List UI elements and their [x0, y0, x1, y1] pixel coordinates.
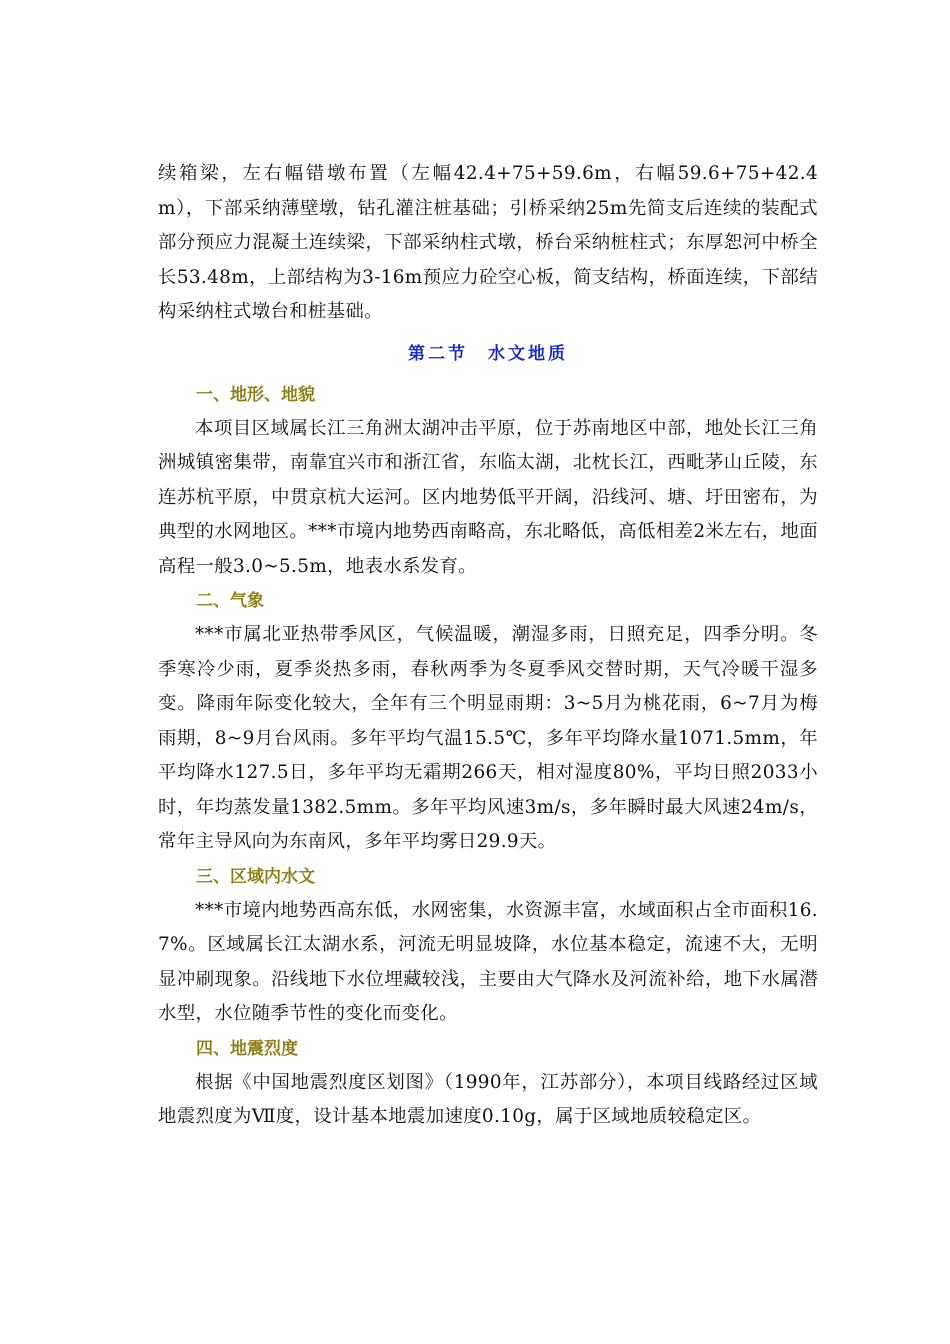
paragraph-seismic: 根据《中国地震烈度区划图》（1990年，江苏部分），本项目线路经过区域地震烈度为Ⅶ度，设计基本地震加速度0.10g，属于区域地质较稳定区。	[158, 1071, 818, 1127]
heading-climate: 二、气象	[196, 591, 264, 611]
heading-seismic: 四、地震烈度	[196, 1038, 298, 1059]
document-body	[158, 157, 818, 1135]
paragraph-climate: ***市属北亚热带季风区，气候温暖，潮湿多雨，日照充足，四季分明。冬季寒冷少雨，夏季炎热多雨，春秋两季为冬夏季风交替时期，天气冷暖干湿多变。降雨年际变化较大，全年有三个明显雨期：3~5月为桃花雨，6~7月为梅雨期，8~9月台风雨。多年平均气温15.5℃，多年平均降水量1071.5mm，年平均降水127.5日，多年平均无霜期266天，相对湿度80%，平均日照2033小时，年均蒸发量1382.5mm。多年平均风速3m/s，多年瞬时最大风速24m/s，常年主导风向为东南风，多年平均雾日29.9天。	[158, 624, 818, 852]
heading-terrain: 一、地形、地貌	[196, 384, 315, 405]
section-title: 第二节 水文地质	[408, 343, 568, 364]
heading-hydrology: 三、区域内水文	[196, 866, 315, 887]
paragraph-terrain: 本项目区域属长江三角洲太湖冲击平原，位于苏南地区中部，地处长江三角洲城镇密集带，南靠宜兴市和浙江省，东临太湖，北枕长江，西毗茅山丘陵，东连苏杭平原，中贯京杭大运河。区内地势低平开阔，沿线河、塘、圩田密布，为典型的水网地区。***市境内地势西南略高，东北略低，高低相差2米左右，地面高程一般3.0~5.5m，地表水系发育。	[158, 417, 818, 577]
paragraph-hydrology: ***市境内地势西高东低，水网密集，水资源丰富，水域面积占全市面积16.7%。区域属长江太湖水系，河流无明显坡降，水位基本稳定，流速不大，无明显冲刷现象。沿线地下水位埋藏较浅，主要由大气降水及河流补给，地下水属潜水型，水位随季节性的变化而变化。	[158, 899, 818, 1024]
continuation-paragraph: 续箱梁，左右幅错墩布置（左幅42.4+75+59.6m，右幅59.6+75+42.4m），下部采纳薄壁墩，钻孔灌注桩基础；引桥采纳25m先简支后连续的装配式部分预应力混凝土连续梁，下部采纳柱式墩，桥台采纳桩柱式；东厚恕河中桥全长53.48m，上部结构为3-16m预应力砼空心板，简支结构，桥面连续，下部结构采纳柱式墩台和桩基础。	[158, 163, 818, 322]
